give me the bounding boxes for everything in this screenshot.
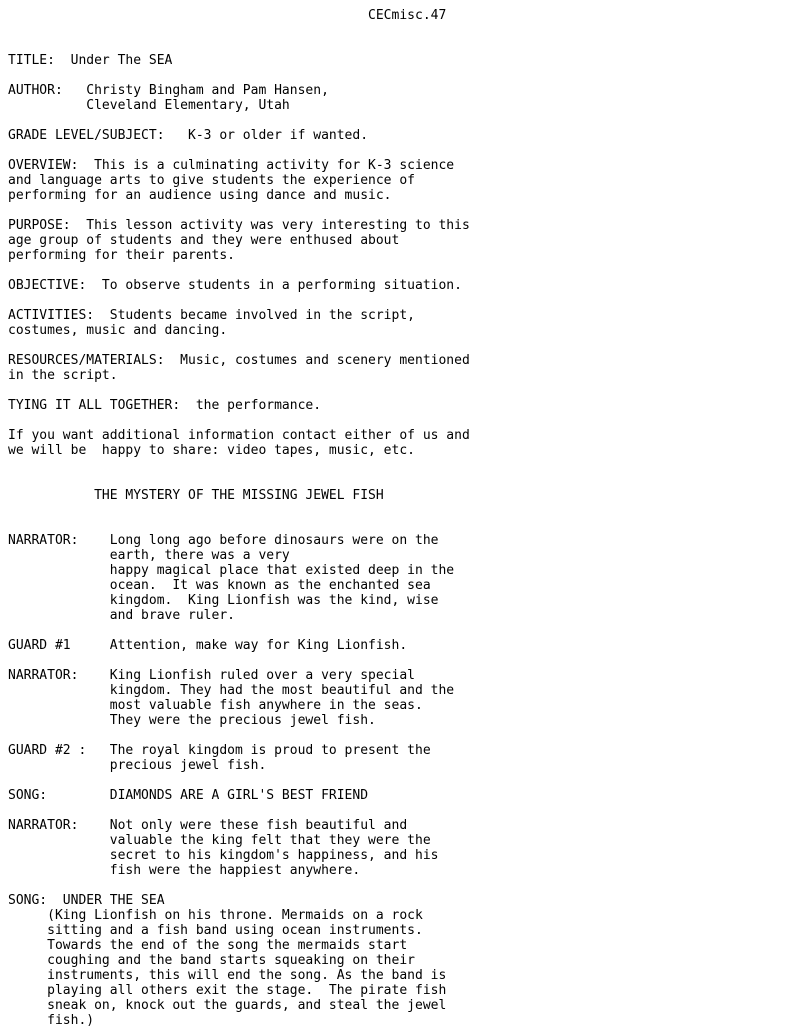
document-line [8, 458, 470, 473]
document-line: NARRATOR: King Lionfish ruled over a very special [8, 668, 415, 683]
document-line [8, 623, 470, 638]
document-line [8, 803, 470, 818]
document-line [8, 143, 470, 158]
document-line: sneak on, knock out the guards, and steal the jewel [8, 998, 447, 1013]
document-line: fish.) [8, 1013, 95, 1028]
document-line [8, 203, 470, 218]
document-line: If you want additional information contact either of us and [8, 428, 470, 443]
document-line: TITLE: Under The SEA [8, 53, 173, 68]
document-line: GUARD #2 : The royal kingdom is proud to present the [8, 743, 431, 758]
document-line [8, 293, 470, 308]
document-line: PURPOSE: This lesson activity was very interesting to this [8, 218, 470, 233]
document-line [8, 23, 470, 38]
document-line [8, 473, 470, 488]
document-line [8, 728, 470, 743]
document-line [8, 503, 470, 518]
document-line: most valuable fish anywhere in the seas. [8, 698, 423, 713]
document-line: kingdom. They had the most beautiful and the [8, 683, 455, 698]
document-line: OBJECTIVE: To observe students in a performing situation. [8, 278, 462, 293]
document-line [8, 518, 470, 533]
document-line: secret to his kingdom's happiness, and his [8, 848, 439, 863]
document-line [8, 263, 470, 278]
document-line: They were the precious jewel fish. [8, 713, 376, 728]
document-line [8, 878, 470, 893]
document-line [8, 383, 470, 398]
document-line: valuable the king felt that they were the [8, 833, 431, 848]
document-line: AUTHOR: Christy Bingham and Pam Hansen, [8, 83, 329, 98]
document-line: Cleveland Elementary, Utah [8, 98, 290, 113]
document-line: sitting and a fish band using ocean instruments. [8, 923, 423, 938]
document-line: and language arts to give students the experience of [8, 173, 415, 188]
document-line [8, 38, 470, 53]
document-line: GUARD #1 Attention, make way for King Lionfish. [8, 638, 408, 653]
document-body [8, 8, 470, 1028]
document-line: in the script. [8, 368, 118, 383]
document-line: kingdom. King Lionfish was the kind, wise [8, 593, 439, 608]
document-line: SONG: DIAMONDS ARE A GIRL'S BEST FRIEND [8, 788, 369, 803]
document-line: costumes, music and dancing. [8, 323, 228, 338]
document-line: playing all others exit the stage. The pirate fish [8, 983, 447, 998]
document-line: RESOURCES/MATERIALS: Music, costumes and scenery mentioned [8, 353, 470, 368]
document-line: THE MYSTERY OF THE MISSING JEWEL FISH [8, 488, 384, 503]
document-line: NARRATOR: Not only were these fish beautiful and [8, 818, 408, 833]
document-line: age group of students and they were enthused about [8, 233, 400, 248]
document-line [8, 413, 470, 428]
document-line [8, 773, 470, 788]
document-line: happy magical place that existed deep in the [8, 563, 455, 578]
document-line [8, 338, 470, 353]
document-line: precious jewel fish. [8, 758, 267, 773]
document-line [8, 68, 470, 83]
document-line: ocean. It was known as the enchanted sea [8, 578, 431, 593]
document-line: fish were the happiest anywhere. [8, 863, 361, 878]
document-line: earth, there was a very [8, 548, 290, 563]
document-line: coughing and the band starts squeaking on their [8, 953, 415, 968]
document-line: OVERVIEW: This is a culminating activity for K-3 science [8, 158, 455, 173]
document-line: Towards the end of the song the mermaids start [8, 938, 408, 953]
document-line: instruments, this will end the song. As the band is [8, 968, 447, 983]
document-line [8, 653, 470, 668]
document-line [8, 113, 470, 128]
document-line: performing for their parents. [8, 248, 235, 263]
document-line: NARRATOR: Long long ago before dinosaurs were on the [8, 533, 439, 548]
document-line: SONG: UNDER THE SEA [8, 893, 165, 908]
document-line: we will be happy to share: video tapes, music, etc. [8, 443, 415, 458]
document-line: TYING IT ALL TOGETHER: the performance. [8, 398, 322, 413]
document-line: CECmisc.47 [8, 8, 447, 23]
document-line: GRADE LEVEL/SUBJECT: K-3 or older if wanted. [8, 128, 369, 143]
document-line: and brave ruler. [8, 608, 235, 623]
document-line: performing for an audience using dance and music. [8, 188, 392, 203]
document-line: (King Lionfish on his throne. Mermaids on a rock [8, 908, 423, 923]
document-line: ACTIVITIES: Students became involved in the script, [8, 308, 415, 323]
